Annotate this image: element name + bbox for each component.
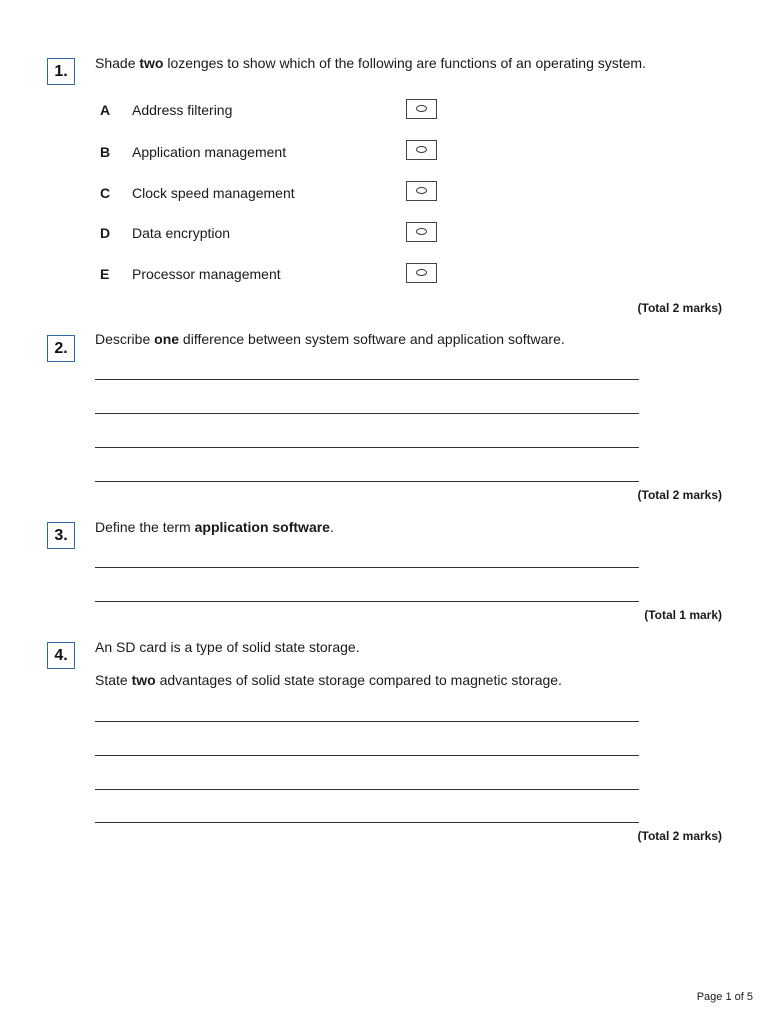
question-4-text-post: advantages of solid state storage compared to magnetic storage. [155, 672, 562, 688]
question-2-text-bold: one [154, 331, 180, 347]
lozenge-icon [416, 105, 427, 112]
question-4-answer-line-1[interactable] [95, 721, 639, 722]
option-b-label: Application management [132, 144, 287, 160]
question-3-text [95, 518, 334, 536]
option-c-letter: C [100, 185, 111, 201]
option-e-letter: E [100, 266, 110, 282]
option-a-label: Address filtering [132, 102, 233, 118]
option-c-lozenge-box[interactable] [406, 181, 437, 201]
question-1-text-pre: Shade [95, 55, 140, 71]
question-4-text-bold: two [131, 672, 156, 688]
lozenge-icon [416, 146, 427, 153]
question-4-answer-line-4[interactable] [95, 822, 639, 823]
question-1-marks: (Total 2 marks) [637, 301, 722, 315]
question-3-answer-line-1[interactable] [95, 567, 639, 568]
question-2-text [95, 330, 565, 348]
question-3-text-pre: Define the term [95, 519, 195, 535]
option-d-label: Data encryption [132, 225, 231, 241]
question-2-answer-line-4[interactable] [95, 481, 639, 482]
question-3-text-bold: application software [194, 519, 330, 535]
option-b-lozenge-box[interactable] [406, 140, 437, 160]
question-2-text-post: difference between system software and application software. [179, 331, 565, 347]
option-d-letter: D [100, 225, 111, 241]
question-4-answer-line-3[interactable] [95, 789, 639, 790]
option-e-lozenge-box[interactable] [406, 263, 437, 283]
option-e-label: Processor management [132, 266, 281, 282]
question-4-number: 4. [47, 642, 75, 669]
question-3-marks: (Total 1 mark) [644, 608, 722, 622]
question-3-text-post: . [329, 519, 334, 535]
question-3-number: 3. [47, 522, 75, 549]
lozenge-icon [416, 228, 427, 235]
question-1-text-bold: two [139, 55, 164, 71]
question-1-text [95, 54, 646, 72]
question-2-answer-line-1[interactable] [95, 379, 639, 380]
lozenge-icon [416, 187, 427, 194]
question-2-answer-line-3[interactable] [95, 447, 639, 448]
option-d-lozenge-box[interactable] [406, 222, 437, 242]
question-4-answer-line-2[interactable] [95, 755, 639, 756]
question-1-text-post: lozenges to show which of the following are functions of an operating system. [163, 55, 646, 71]
page-number: Page 1 of 5 [696, 991, 753, 1003]
question-2-answer-line-2[interactable] [95, 413, 639, 414]
question-1-number: 1. [47, 58, 75, 85]
option-a-letter: A [100, 102, 111, 118]
question-2-marks: (Total 2 marks) [637, 488, 722, 502]
question-4-text [95, 671, 562, 689]
question-2-number: 2. [47, 335, 75, 362]
question-2-text-pre: Describe [95, 331, 155, 347]
question-4-marks: (Total 2 marks) [637, 829, 722, 843]
option-b-letter: B [100, 144, 111, 160]
option-a-lozenge-box[interactable] [406, 99, 437, 119]
option-c-label: Clock speed management [132, 185, 295, 201]
question-4-text-pre: State [95, 672, 132, 688]
lozenge-icon [416, 269, 427, 276]
question-4-intro: An SD card is a type of solid state storage. [95, 639, 360, 655]
question-3-answer-line-2[interactable] [95, 601, 639, 602]
